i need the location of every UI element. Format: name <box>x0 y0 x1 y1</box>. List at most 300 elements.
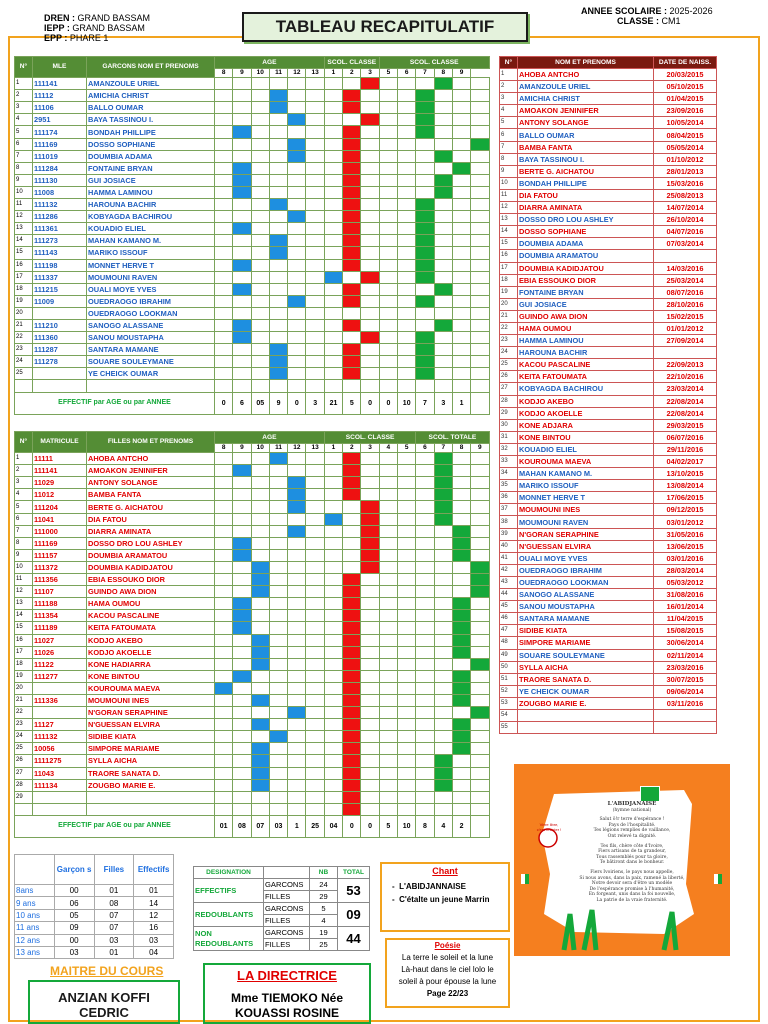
grid-cell <box>269 368 287 380</box>
grid-cell <box>233 658 251 670</box>
row-matricule <box>33 707 87 719</box>
grid-cell <box>416 646 434 658</box>
grid-cell <box>288 453 306 465</box>
grid-cell <box>233 247 251 259</box>
roster-header-h_no: N° <box>500 57 518 69</box>
grid-cell <box>398 283 416 295</box>
grid-cell <box>269 779 287 791</box>
grid-cell <box>416 465 434 477</box>
grid-cell <box>361 682 379 694</box>
row-number: 25 <box>15 368 33 380</box>
grid-cell <box>233 694 251 706</box>
row-matricule: 11043 <box>33 767 87 779</box>
roster-name: HAMA OUMOU <box>518 322 654 334</box>
grid-cell <box>452 779 470 791</box>
grid-cell <box>416 78 434 90</box>
roster-date: 10/05/2014 <box>654 117 717 129</box>
grid-cell <box>306 126 324 138</box>
grid-cell <box>215 586 233 598</box>
grid-cell <box>288 634 306 646</box>
roster-name: OUALI MOYE YVES <box>518 552 654 564</box>
grid-cell <box>434 489 452 501</box>
grid-cell <box>269 380 287 392</box>
grid-cell <box>452 791 470 803</box>
grid-cell <box>215 199 233 211</box>
grid-cell <box>324 501 342 513</box>
effectif-value: 4 <box>434 815 452 837</box>
grid-cell <box>416 610 434 622</box>
grid-cell <box>471 791 489 803</box>
grid-cell <box>452 186 470 198</box>
grid-cell <box>343 150 361 162</box>
grid-cell <box>398 114 416 126</box>
grid-cell <box>324 259 342 271</box>
grid-cell <box>398 332 416 344</box>
grid-cell <box>306 610 324 622</box>
header-no: N° <box>15 432 33 453</box>
grid-cell <box>379 791 397 803</box>
grid-cell <box>343 719 361 731</box>
poesie-line: soleil à pour épouse la lune <box>398 977 497 986</box>
grid-cell <box>306 307 324 319</box>
table-row <box>15 186 490 198</box>
grid-cell <box>269 199 287 211</box>
grid-cell <box>251 344 269 356</box>
anthem-line: Notre devoir sera d'être un modèle <box>591 881 673 887</box>
grid-cell <box>471 719 489 731</box>
scol2-col-label: 7 <box>416 69 434 78</box>
row-matricule: 111273 <box>33 235 87 247</box>
roster-date: 29/11/2016 <box>654 443 717 455</box>
roster-name: MONNET HERVE T <box>518 492 654 504</box>
grid-cell <box>306 247 324 259</box>
grid-cell <box>434 670 452 682</box>
anthem-line: Fiers artisans de ta grandeur, <box>598 849 666 855</box>
grid-cell <box>361 731 379 743</box>
row-name: MOUMOUNI INES <box>87 694 215 706</box>
grid-cell <box>343 332 361 344</box>
grid-cell <box>434 658 452 670</box>
roster-date: 23/03/2016 <box>654 661 717 673</box>
grid-cell <box>215 223 233 235</box>
grid-cell <box>324 211 342 223</box>
grid-cell <box>251 307 269 319</box>
grid-cell <box>361 610 379 622</box>
grid-cell <box>324 162 342 174</box>
roster-date: 27/09/2014 <box>654 335 717 347</box>
grid-cell <box>269 513 287 525</box>
grid-cell <box>434 743 452 755</box>
grid-cell <box>215 477 233 489</box>
directrice-name: Mme TIEMOKO Née KOUASSI ROSINE <box>230 991 344 1020</box>
row-name: MAHAN KAMANO M. <box>87 235 215 247</box>
grid-cell <box>215 295 233 307</box>
grid-cell <box>233 791 251 803</box>
table-row <box>15 453 490 465</box>
grid-cell <box>452 574 470 586</box>
grid-cell <box>416 731 434 743</box>
roster-no: 44 <box>500 589 518 601</box>
grid-cell <box>398 271 416 283</box>
roster-name: BONDAH PHILLIPE <box>518 177 654 189</box>
grid-cell <box>269 561 287 573</box>
row-matricule: 11107 <box>33 586 87 598</box>
grid-cell <box>343 561 361 573</box>
grid-cell <box>452 489 470 501</box>
grid-cell <box>379 694 397 706</box>
grid-cell <box>343 465 361 477</box>
effectif-value: 2 <box>452 815 470 837</box>
row-matricule <box>33 803 87 815</box>
roster-name: SANOGO ALASSANE <box>518 589 654 601</box>
grid-cell <box>434 114 452 126</box>
row-number: 8 <box>15 162 33 174</box>
row-number: 21 <box>15 694 33 706</box>
directrice-box <box>203 963 371 1024</box>
grid-cell <box>471 138 489 150</box>
grid-cell <box>215 549 233 561</box>
grid-cell <box>233 489 251 501</box>
grid-cell <box>269 525 287 537</box>
roster-row <box>500 117 717 129</box>
grid-cell <box>416 247 434 259</box>
roster-name: KACOU PASCALINE <box>518 359 654 371</box>
grid-cell <box>416 658 434 670</box>
grid-cell <box>361 356 379 368</box>
grid-cell <box>471 549 489 561</box>
grid-cell <box>343 634 361 646</box>
grid-cell <box>361 174 379 186</box>
row-number: 12 <box>15 211 33 223</box>
roster-date: 23/03/2014 <box>654 383 717 395</box>
grid-cell <box>343 803 361 815</box>
grid-cell <box>251 102 269 114</box>
table-row <box>15 670 490 682</box>
grid-cell <box>379 634 397 646</box>
row-name: KODJO AKOELLE <box>87 646 215 658</box>
grid-cell <box>416 332 434 344</box>
grid-cell <box>288 610 306 622</box>
grid-cell <box>379 586 397 598</box>
grid-cell <box>306 283 324 295</box>
roster-row <box>500 238 717 250</box>
grid-cell <box>215 319 233 331</box>
grid-cell <box>269 259 287 271</box>
table-row <box>15 622 490 634</box>
designation-header <box>194 867 370 879</box>
grid-cell <box>306 791 324 803</box>
row-number: 11 <box>15 199 33 211</box>
grid-cell <box>361 307 379 319</box>
row-name: ANTONY SOLANGE <box>87 477 215 489</box>
scol-col-label: 2 <box>343 444 361 453</box>
table-row <box>15 537 490 549</box>
grid-cell <box>398 477 416 489</box>
age-col-label: 8 <box>215 444 233 453</box>
table-row <box>15 658 490 670</box>
grid-cell <box>379 561 397 573</box>
grid-cell <box>416 307 434 319</box>
grid-cell <box>251 549 269 561</box>
header-name: FILLES NOM ET PRENOMS <box>87 432 215 453</box>
grid-cell <box>379 622 397 634</box>
grid-cell <box>306 743 324 755</box>
grid-cell <box>269 332 287 344</box>
roster-date: 05/03/2012 <box>654 576 717 588</box>
grid-cell <box>452 743 470 755</box>
age-count: 07 <box>94 922 134 934</box>
grid-cell <box>269 598 287 610</box>
grid-cell <box>288 271 306 283</box>
grid-cell <box>324 223 342 235</box>
age-count: 00 <box>54 885 94 897</box>
table-header-row <box>15 57 490 69</box>
table-row <box>15 126 490 138</box>
designation-sex: GARCONS <box>264 879 310 891</box>
grid-cell <box>269 586 287 598</box>
roster-no: 35 <box>500 480 518 492</box>
grid-cell <box>471 598 489 610</box>
grid-cell <box>343 295 361 307</box>
designation-table <box>193 866 370 951</box>
grid-cell <box>288 658 306 670</box>
grid-cell <box>251 477 269 489</box>
grid-cell <box>361 465 379 477</box>
grid-cell <box>416 162 434 174</box>
grid-cell <box>379 138 397 150</box>
roster-name: KONE BINTOU <box>518 431 654 443</box>
row-number: 19 <box>15 295 33 307</box>
grid-cell <box>361 525 379 537</box>
grid-cell <box>215 694 233 706</box>
grid-cell <box>434 138 452 150</box>
row-matricule: 111204 <box>33 501 87 513</box>
grid-cell <box>233 755 251 767</box>
grid-cell <box>288 356 306 368</box>
grid-cell <box>379 489 397 501</box>
grid-cell <box>434 586 452 598</box>
grid-cell <box>288 283 306 295</box>
grid-cell <box>324 610 342 622</box>
age-col-label: 10 <box>251 69 269 78</box>
grid-cell <box>215 791 233 803</box>
grid-cell <box>215 138 233 150</box>
poesie-line: La terre le soleil et la lune <box>401 953 494 962</box>
grid-cell <box>233 356 251 368</box>
grid-cell <box>251 731 269 743</box>
grid-cell <box>452 150 470 162</box>
roster-date: 08/07/2016 <box>654 286 717 298</box>
roster-no: 29 <box>500 407 518 419</box>
row-name: GUI JOSIACE <box>87 174 215 186</box>
roster-date: 09/12/2015 <box>654 504 717 516</box>
effectif-value: 5 <box>379 815 397 837</box>
grid-cell <box>379 114 397 126</box>
effectif-value <box>471 392 489 414</box>
roster-name: FONTAINE BRYAN <box>518 286 654 298</box>
roster-date: 15/08/2015 <box>654 625 717 637</box>
grid-cell <box>379 283 397 295</box>
roster-date: 23/09/2016 <box>654 105 717 117</box>
grid-cell <box>379 549 397 561</box>
grid-cell <box>324 126 342 138</box>
roster-no: 46 <box>500 613 518 625</box>
row-name: YE CHEICK OUMAR <box>87 368 215 380</box>
table-row <box>15 247 490 259</box>
row-name: BALLO OUMAR <box>87 102 215 114</box>
grid-cell <box>215 634 233 646</box>
grid-cell <box>416 670 434 682</box>
roster-name: DOUMBIA KADIDJATOU <box>518 262 654 274</box>
grid-cell <box>379 525 397 537</box>
row-name: SIMPORE MARIAME <box>87 743 215 755</box>
grid-cell <box>251 670 269 682</box>
grid-cell <box>215 513 233 525</box>
grid-cell <box>251 610 269 622</box>
roster-no: 50 <box>500 661 518 673</box>
designation-row <box>194 927 370 939</box>
grid-cell <box>251 598 269 610</box>
grid-cell <box>361 477 379 489</box>
grid-cell <box>343 513 361 525</box>
grid-cell <box>251 537 269 549</box>
roster-row <box>500 528 717 540</box>
table-row <box>15 525 490 537</box>
row-matricule: 111019 <box>33 150 87 162</box>
grid-cell <box>306 525 324 537</box>
table-row <box>15 682 490 694</box>
grid-cell <box>452 126 470 138</box>
grid-cell <box>233 138 251 150</box>
boys-table <box>14 56 490 415</box>
grid-cell <box>288 513 306 525</box>
grid-cell <box>233 622 251 634</box>
grid-cell <box>324 658 342 670</box>
grid-cell <box>361 150 379 162</box>
grid-cell <box>361 743 379 755</box>
grid-cell <box>452 501 470 513</box>
grid-cell <box>269 767 287 779</box>
grid-cell <box>434 634 452 646</box>
effectif-value: 3 <box>306 392 324 414</box>
grid-cell <box>343 549 361 561</box>
roster-no: 9 <box>500 165 518 177</box>
grid-cell <box>471 561 489 573</box>
roster-date: 08/04/2015 <box>654 129 717 141</box>
grid-cell <box>324 767 342 779</box>
effectif-value: 9 <box>269 392 287 414</box>
grid-cell <box>251 525 269 537</box>
grid-cell <box>269 634 287 646</box>
grid-cell <box>361 707 379 719</box>
roster-row <box>500 673 717 685</box>
age-count: 09 <box>54 922 94 934</box>
grid-cell <box>452 114 470 126</box>
grid-cell <box>324 235 342 247</box>
scol2-col-label: 8 <box>452 444 470 453</box>
grid-cell <box>379 755 397 767</box>
grid-cell <box>306 90 324 102</box>
grid-cell <box>288 380 306 392</box>
effectif-value: 10 <box>398 815 416 837</box>
grid-cell <box>471 271 489 283</box>
table-row <box>15 295 490 307</box>
grid-cell <box>452 465 470 477</box>
roster-date: 05/05/2014 <box>654 141 717 153</box>
grid-cell <box>398 670 416 682</box>
effectif-value: 0 <box>361 392 379 414</box>
grid-cell <box>361 199 379 211</box>
grid-cell <box>306 574 324 586</box>
grid-cell <box>233 670 251 682</box>
grid-cell <box>361 138 379 150</box>
roster-date: 03/01/2016 <box>654 552 717 564</box>
roster-row <box>500 431 717 443</box>
roster-row <box>500 516 717 528</box>
roster-no: 45 <box>500 601 518 613</box>
grid-cell <box>452 477 470 489</box>
grid-cell <box>398 634 416 646</box>
row-name: N'GUESSAN ELVIRA <box>87 719 215 731</box>
maitre-label: MAITRE DU COURS <box>50 964 164 978</box>
grid-cell <box>288 477 306 489</box>
grid-cell <box>269 682 287 694</box>
grid-cell <box>398 561 416 573</box>
grid-cell <box>343 646 361 658</box>
age-count: 00 <box>54 934 94 946</box>
row-matricule <box>33 307 87 319</box>
row-matricule: 11009 <box>33 295 87 307</box>
grid-cell <box>288 465 306 477</box>
grid-cell <box>324 247 342 259</box>
row-matricule: 111286 <box>33 211 87 223</box>
grid-cell <box>233 223 251 235</box>
grid-cell <box>343 223 361 235</box>
grid-cell <box>324 344 342 356</box>
grid-cell <box>416 199 434 211</box>
grid-cell <box>398 126 416 138</box>
grid-cell <box>398 465 416 477</box>
grid-cell <box>251 199 269 211</box>
grid-cell <box>215 380 233 392</box>
grid-cell <box>343 694 361 706</box>
grid-cell <box>233 114 251 126</box>
age-col-label: 12 <box>288 69 306 78</box>
grid-cell <box>306 235 324 247</box>
grid-cell <box>379 368 397 380</box>
row-matricule: 11026 <box>33 646 87 658</box>
grid-cell <box>434 561 452 573</box>
grid-cell <box>416 719 434 731</box>
row-number: 2 <box>15 90 33 102</box>
grid-cell <box>434 791 452 803</box>
grid-cell <box>233 307 251 319</box>
roster-no: 32 <box>500 443 518 455</box>
roster-row <box>500 274 717 286</box>
grid-cell <box>233 598 251 610</box>
grid-cell <box>251 356 269 368</box>
row-matricule <box>33 682 87 694</box>
grid-cell <box>233 150 251 162</box>
grid-cell <box>343 356 361 368</box>
grid-cell <box>251 465 269 477</box>
row-number: 28 <box>15 779 33 791</box>
grid-cell <box>434 344 452 356</box>
anthem-title: L'ABIDJANAISE <box>607 801 657 807</box>
age-summary-row <box>15 946 174 958</box>
grid-cell <box>452 162 470 174</box>
roster-no: 16 <box>500 250 518 262</box>
